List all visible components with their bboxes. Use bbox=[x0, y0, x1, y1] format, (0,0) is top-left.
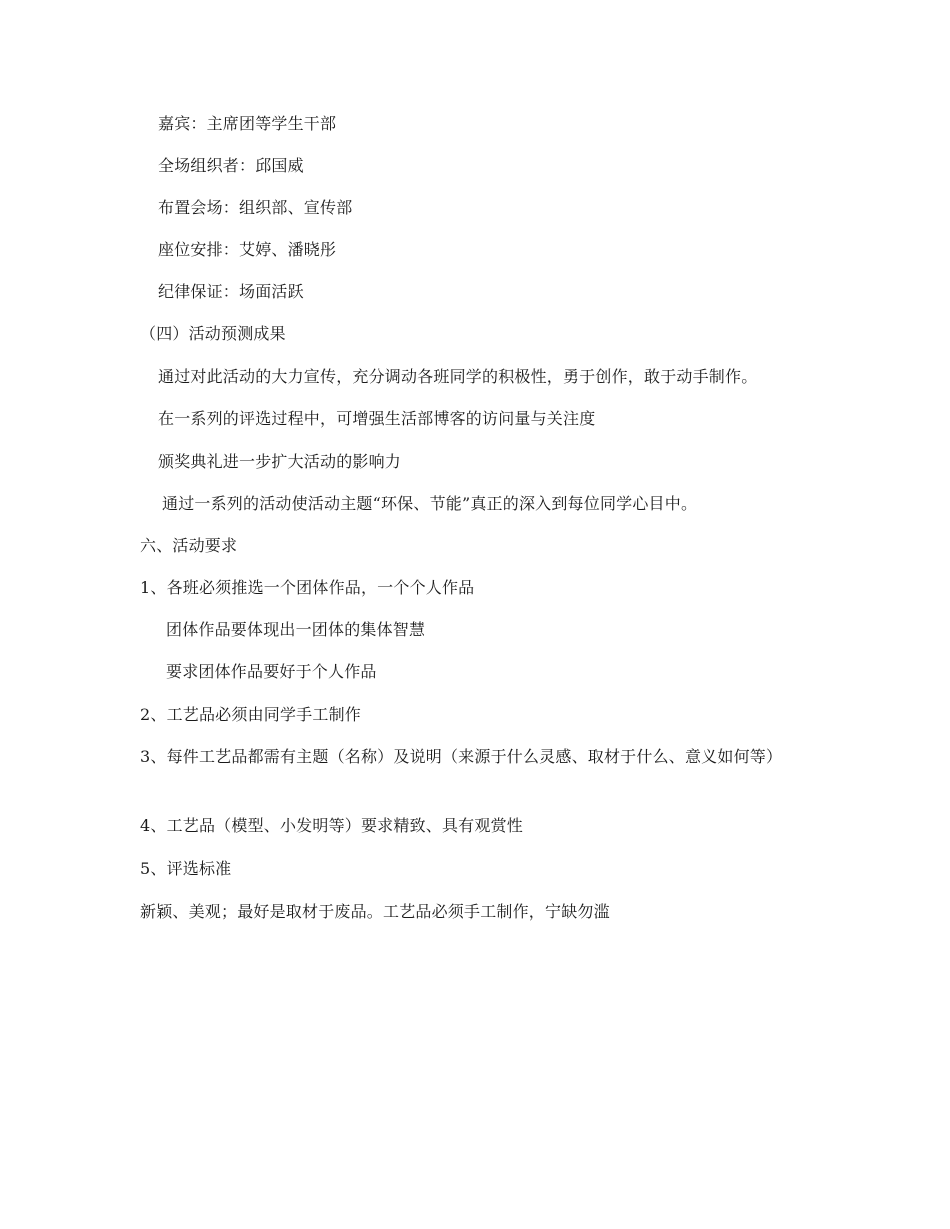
requirement-subitem-1a: 团体作品要体现出一团体的集体智慧 bbox=[166, 620, 426, 639]
text-line-seating: 座位安排：艾婷、潘晓彤 bbox=[158, 240, 337, 259]
text-line-result-2: 在一系列的评选过程中，可增强生活部博客的访问量与关注度 bbox=[158, 409, 596, 428]
requirement-subitem-1b: 要求团体作品要好于个人作品 bbox=[166, 662, 377, 681]
requirement-item-1: 1、各班必须推选一个团体作品，一个个人作品 bbox=[140, 578, 475, 597]
section-heading-requirements: 六、活动要求 bbox=[140, 536, 238, 555]
requirement-item-2: 2、工艺品必须由同学手工制作 bbox=[140, 705, 361, 724]
text-line-result-4: 通过一系列的活动使活动主题“环保、节能”真正的深入到每位同学心目中。 bbox=[162, 494, 698, 513]
text-line-venue-setup: 布置会场：组织部、宣传部 bbox=[158, 198, 353, 217]
section-heading-expected-results: （四）活动预测成果 bbox=[140, 324, 286, 343]
requirement-item-5: 5、评选标准 bbox=[140, 859, 232, 878]
text-line-criteria: 新颖、美观；最好是取材于废品。工艺品必须手工制作，宁缺勿滥 bbox=[140, 902, 610, 921]
text-line-result-3: 颁奖典礼进一步扩大活动的影响力 bbox=[158, 452, 402, 471]
text-line-guest: 嘉宾：主席团等学生干部 bbox=[158, 114, 337, 133]
text-line-result-1: 通过对此活动的大力宣传，充分调动各班同学的积极性，勇于创作，敢于动手制作。 bbox=[158, 367, 758, 386]
requirement-item-4: 4、工艺品（模型、小发明等）要求精致、具有观赏性 bbox=[140, 816, 523, 835]
requirement-item-3: 3、每件工艺品都需有主题（名称）及说明（来源于什么灵感、取材于什么、意义如何等） bbox=[140, 747, 783, 766]
text-line-discipline: 纪律保证：场面活跃 bbox=[158, 282, 304, 301]
text-line-organizer: 全场组织者：邱国威 bbox=[158, 156, 304, 175]
